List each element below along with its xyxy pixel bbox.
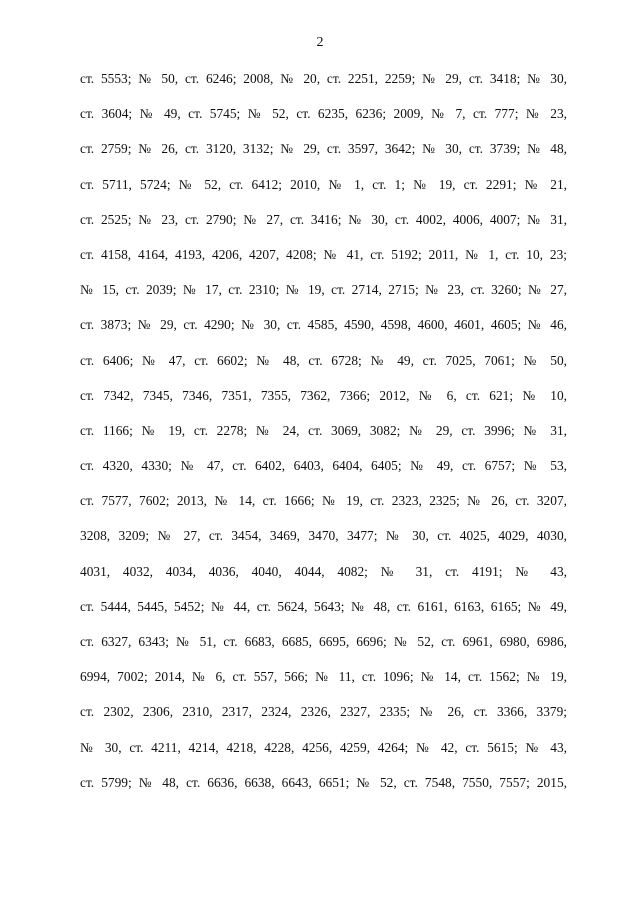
text-line: ст. 5711, 5724; № 52, ст. 6412; 2010, № 1, ст. 1; № 19, ст. 2291; № 21, [80, 176, 567, 192]
text-line: ст. 4320, 4330; № 47, ст. 6402, 6403, 6404, 6405; № 49, ст. 6757; № 53, [80, 458, 567, 474]
text-line: ст. 3604; № 49, ст. 5745; № 52, ст. 6235, 6236; 2009, № 7, ст. 777; № 23, [80, 106, 567, 122]
text-line: ст. 6406; № 47, ст. 6602; № 48, ст. 6728; № 49, ст. 7025, 7061; № 50, [80, 352, 567, 368]
text-line: 6994, 7002; 2014, № 6, ст. 557, 566; № 11, ст. 1096; № 14, ст. 1562; № 19, [80, 669, 567, 685]
text-line: ст. 7342, 7345, 7346, 7351, 7355, 7362, 7366; 2012, № 6, ст. 621; № 10, [80, 387, 567, 403]
text-line: 4031, 4032, 4034, 4036, 4040, 4044, 4082; № 31, ст. 4191; № 43, [80, 563, 567, 579]
text-line: ст. 3873; № 29, ст. 4290; № 30, ст. 4585, 4590, 4598, 4600, 4601, 4605; № 46, [80, 317, 567, 333]
text-line: ст. 5799; № 48, ст. 6636, 6638, 6643, 6651; № 52, ст. 7548, 7550, 7557; 2015, [80, 774, 567, 790]
text-line: ст. 6327, 6343; № 51, ст. 6683, 6685, 6695, 6696; № 52, ст. 6961, 6980, 6986, [80, 634, 567, 649]
text-line: ст. 5444, 5445, 5452; № 44, ст. 5624, 5643; № 48, ст. 6161, 6163, 6165; № 49, [80, 598, 567, 614]
text-line: ст. 7577, 7602; 2013, № 14, ст. 1666; № 19, ст. 2323, 2325; № 26, ст. 3207, [80, 493, 567, 509]
body-text [80, 70, 567, 809]
text-line: № 15, ст. 2039; № 17, ст. 2310; № 19, ст. 2714, 2715; № 23, ст. 3260; № 27, [80, 282, 567, 298]
text-line: 3208, 3209; № 27, ст. 3454, 3469, 3470, 3477; № 30, ст. 4025, 4029, 4030, [80, 528, 567, 544]
text-line: ст. 2759; № 26, ст. 3120, 3132; № 29, ст. 3597, 3642; № 30, ст. 3739; № 48, [80, 141, 567, 157]
text-line: ст. 4158, 4164, 4193, 4206, 4207, 4208; № 41, ст. 5192; 2011, № 1, ст. 10, 23; [80, 246, 567, 262]
text-line: № 30, ст. 4211, 4214, 4218, 4228, 4256, 4259, 4264; № 42, ст. 5615; № 43, [80, 739, 567, 755]
page-number: 2 [316, 35, 324, 50]
text-line: ст. 2302, 2306, 2310, 2317, 2324, 2326, 2327, 2335; № 26, ст. 3366, 3379; [80, 704, 567, 720]
text-line: ст. 1166; № 19, ст. 2278; № 24, ст. 3069, 3082; № 29, ст. 3996; № 31, [80, 422, 567, 438]
text-line: ст. 2525; № 23, ст. 2790; № 27, ст. 3416; № 30, ст. 4002, 4006, 4007; № 31, [80, 211, 567, 227]
text-line: ст. 5553; № 50, ст. 6246; 2008, № 20, ст. 2251, 2259; № 29, ст. 3418; № 30, [80, 71, 567, 86]
